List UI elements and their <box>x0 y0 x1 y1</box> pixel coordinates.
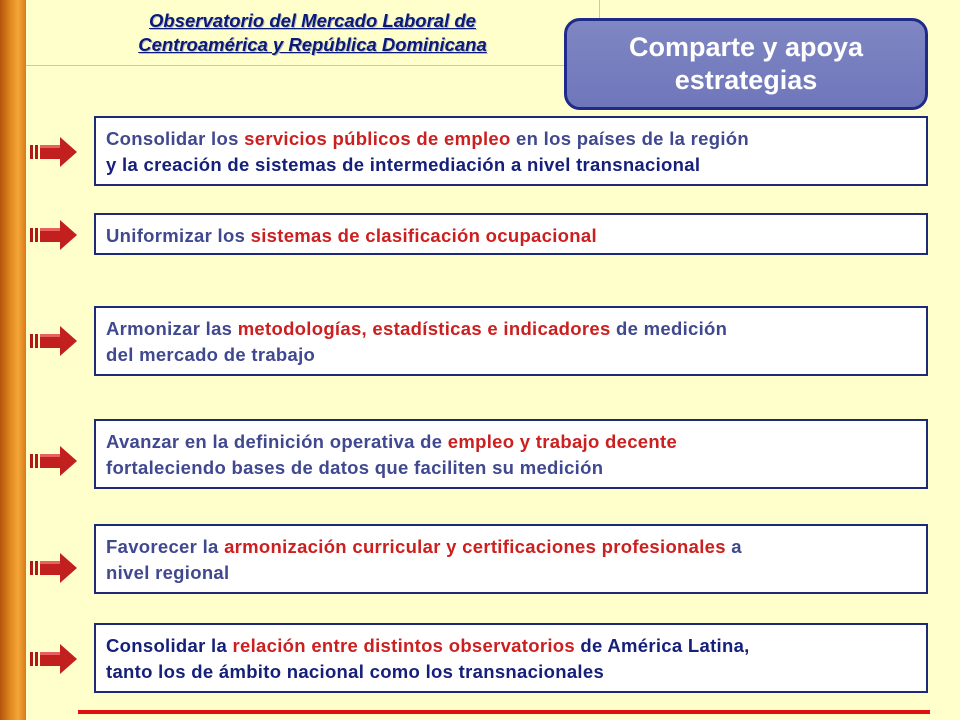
arrow-right-icon <box>30 134 78 170</box>
item-text: en los países de la región <box>510 128 750 149</box>
item-text: Uniformizar los <box>106 225 251 246</box>
highlighted-text: empleo y trabajo decente <box>447 431 678 452</box>
strategy-item-3-line-2 <box>106 342 916 368</box>
header-title-line-2: Centroamérica y República Dominicana <box>138 33 487 55</box>
item-text: Consolidar la <box>106 635 233 656</box>
strategy-item-4 <box>94 419 928 489</box>
strategy-item-5-line-1 <box>106 534 916 560</box>
header-title-line-1: Observatorio del Mercado Laboral de <box>149 9 476 31</box>
item-text: fortaleciendo bases de datos que faciliten su medición <box>106 457 604 478</box>
item-text: Favorecer la <box>106 536 225 557</box>
arrow-right-icon <box>30 217 78 253</box>
arrow-right-icon <box>30 550 78 586</box>
item-text: tanto los de ámbito nacional como los transnacionales <box>106 661 605 682</box>
strategy-item-4-line-2 <box>106 455 916 481</box>
arrow-right-icon <box>30 443 78 479</box>
strategy-item-2 <box>94 213 928 255</box>
item-text: Avanzar en la definición operativa de <box>106 431 448 452</box>
item-text: de medición <box>610 318 728 339</box>
bottom-divider <box>78 710 930 714</box>
badge-line-1: Comparte y apoya <box>628 32 864 62</box>
highlighted-text: servicios públicos de empleo <box>244 128 511 149</box>
arrow-right-icon <box>30 323 78 359</box>
strategy-item-1-line-2 <box>106 152 916 178</box>
strategy-item-1 <box>94 116 928 186</box>
item-text: Consolidar los <box>106 128 245 149</box>
item-text: de América Latina, <box>574 635 750 656</box>
strategy-item-5 <box>94 524 928 594</box>
item-text: y la creación de sistemas de intermediación a nivel transnacional <box>106 154 701 175</box>
strategy-item-3 <box>94 306 928 376</box>
highlighted-text: armonización curricular y certificaciones profesionales <box>224 536 726 557</box>
strategy-item-1-line-1 <box>106 126 916 152</box>
item-text: del mercado de trabajo <box>106 344 316 365</box>
badge-line-2: estrategias <box>674 65 818 95</box>
item-text: a <box>725 536 742 557</box>
strategy-item-5-line-2 <box>106 560 916 586</box>
item-text: nivel regional <box>106 562 230 583</box>
highlighted-text: sistemas de clasificación ocupacional <box>250 225 597 246</box>
strategy-item-6-line-1 <box>106 633 916 659</box>
strategy-item-4-line-1 <box>106 429 916 455</box>
strategy-item-2-line-1 <box>106 223 916 249</box>
highlighted-text: relación entre distintos observatorios <box>232 635 575 656</box>
strategy-item-3-line-1 <box>106 316 916 342</box>
observatory-header <box>26 0 600 66</box>
side-accent-bar <box>0 0 26 720</box>
strategies-badge <box>564 18 928 110</box>
item-text: Armonizar las <box>106 318 238 339</box>
arrow-right-icon <box>30 641 78 677</box>
highlighted-text: metodologías, estadísticas e indicadores <box>237 318 611 339</box>
strategy-item-6-line-2 <box>106 659 916 685</box>
strategy-item-6 <box>94 623 928 693</box>
